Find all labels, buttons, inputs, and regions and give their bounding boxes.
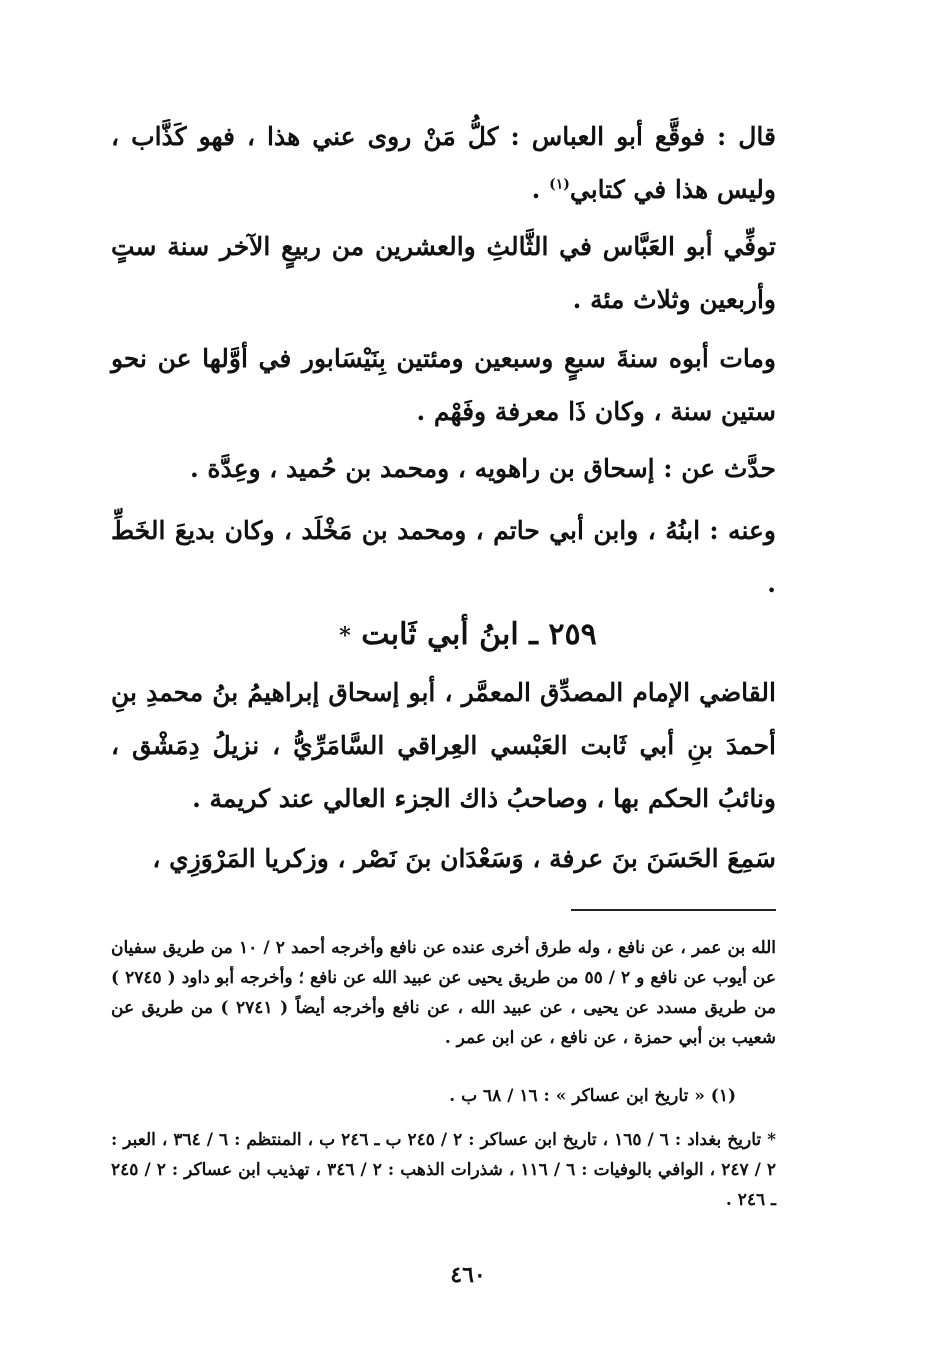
paragraph-quote-end: . — [531, 175, 550, 204]
entry-heading-text: ٢٥٩ ـ ابنُ أبي ثَابت — [361, 617, 597, 652]
paragraph-father — [111, 332, 776, 438]
paragraph-quote-text: قال : فوقَّع أبو العباس : كلُّ مَنْ روى عني هذا ، فهو كَذَّاب ، وليس هذا في كتابي — [111, 122, 776, 204]
paragraph-biography-text: القاضي الإمام المصدِّق المعمَّر ، أبو إسحاق إبراهيمُ بنُ محمدِ بنِ أحمدَ بنِ أبي ثَابت العَبْسي العِراقي السَّامَرِّيُّ ، نزيلُ دِمَشْق ، ونائبُ الحكم بها ، وصاحبُ ذاك الجزء العالي عند كريمة . — [111, 678, 776, 813]
paragraph-heard — [111, 832, 776, 885]
footnote-sources-text: * تاريخ بغداد : ٦ / ١٦٥ ، تاريخ ابن عساكر : ٢ / ٢٤٥ ب ـ ٢٤٦ ب ، المنتظم : ٦ / ٣٦٤ ، العبر : ٢ / ٢٤٧ ، الوافي بالوفيات : ٦ / ١١٦ ، شذرات الذهب : ٢ / ٣٤٦ ، تهذيب ابن عساكر : ٢ / ٢٤٥ ـ ٢٤٦ . — [111, 1130, 777, 1210]
paragraph-biography — [111, 666, 776, 825]
entry-heading — [0, 608, 936, 663]
paragraph-students-text: وعنه : ابنُهُ ، وابن أبي حاتم ، ومحمد بن مَخْلَد ، وكان بديعَ الخَطِّ . — [111, 516, 776, 598]
paragraph-quote — [111, 110, 776, 216]
paragraph-father-text: ومات أبوه سنةَ سبعٍ وسبعين ومئتين بِنَيْسَابور في أوَّلها عن نحو ستين سنة ، وكان ذَا معرفة وفَهْم . — [111, 344, 776, 426]
paragraph-death-text: توفِّي أبو العَبَّاس في الثَّالثِ والعشرين من ربيعٍ الآخر سنة ستٍ وأربعين وثلاث مئة . — [111, 232, 776, 314]
paragraph-students — [111, 504, 776, 610]
footnote-1-text: (١) « تاريخ ابن عساكر » : ١٦ / ٦٨ ب . — [449, 1086, 736, 1106]
footnote-carry-text: الله بن عمر ، عن نافع ، وله طرق أخرى عنده عن نافع وأخرجه أحمد ٢ / ١٠ من طريق سفيان عن أيوب عن نافع و ٢ / ٥٥ من طريق يحيى عن عبيد الله عن نافع ؛ وأخرجه أبو داود ( ٢٧٤٥ ) من طريق مسدد عن يحيى ، عن عبيد الله ، عن نافع وأخرجه أيضاً ( ٢٧٤١ ) من طريق عن شعيب بن أبي حمزة ، عن نافع ، عن ابن عمر . — [111, 938, 777, 1048]
paragraph-teachers-text: حدَّث عن : إسحاق بن راهويه ، ومحمد بن حُميد ، وعِدَّة . — [189, 454, 776, 483]
footnote-divider — [571, 909, 776, 911]
page-number: ٤٦٠ — [450, 1262, 486, 1288]
footnote-carry — [111, 933, 776, 1053]
paragraph-death — [111, 220, 776, 326]
footnote-1 — [111, 1081, 736, 1111]
asterisk-icon: * — [339, 623, 351, 649]
paragraph-teachers — [111, 442, 776, 495]
footnote-marker-1[interactable]: (١) — [549, 176, 570, 193]
paragraph-heard-text: سَمِعَ الحَسَنَ بنَ عرفة ، وَسَعْدَان بنَ نَصْر ، وزكريا المَرْوَزِي ، — [152, 844, 776, 873]
footnote-sources — [111, 1125, 776, 1215]
